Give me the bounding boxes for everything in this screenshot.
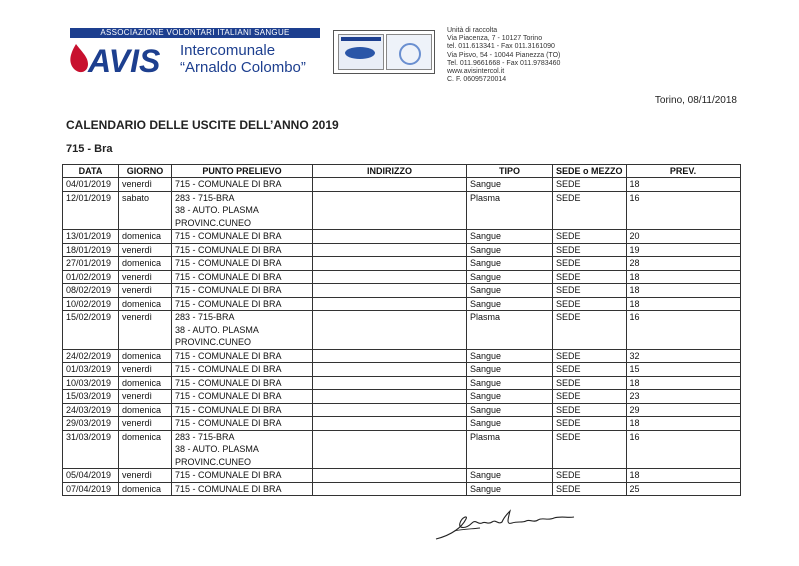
cell-prev: 18 [626, 284, 740, 298]
cell-giorno: venerdì [119, 417, 172, 431]
cell-prev: 16 [626, 430, 740, 469]
cell-punto-prelievo [172, 297, 313, 311]
cell-data: 15/02/2019 [63, 311, 119, 350]
cell-tipo: Sangue [467, 376, 553, 390]
punto-prelievo-line: PROVINC.CUNEO [175, 217, 252, 228]
cell-data: 04/01/2019 [63, 178, 119, 192]
cell-sede: SEDE [553, 482, 627, 496]
cell-prev: 28 [626, 257, 740, 271]
cell-punto-prelievo [172, 430, 313, 469]
table-row [63, 390, 741, 404]
cell-indirizzo [313, 230, 467, 244]
column-header: GIORNO [119, 165, 172, 178]
table-row [63, 270, 741, 284]
cell-giorno: domenica [119, 297, 172, 311]
cell-data: 18/01/2019 [63, 243, 119, 257]
cell-data: 08/02/2019 [63, 284, 119, 298]
punto-prelievo-line: 715 - COMUNALE DI BRA [175, 418, 282, 428]
blood-drop-icon [70, 44, 88, 72]
cell-giorno: domenica [119, 430, 172, 469]
cell-giorno: venerdì [119, 270, 172, 284]
cell-punto-prelievo [172, 178, 313, 192]
cell-indirizzo [313, 376, 467, 390]
cell-data: 24/02/2019 [63, 349, 119, 363]
punto-prelievo-line: 715 - COMUNALE DI BRA [175, 244, 282, 255]
unit-contact-info [447, 27, 560, 84]
signature [432, 505, 582, 545]
punto-prelievo-line: 715 - COMUNALE DI BRA [175, 483, 282, 494]
document-date: Torino, 08/11/2018 [654, 95, 737, 106]
cell-indirizzo [313, 284, 467, 298]
cell-giorno: venerdì [119, 363, 172, 377]
org-name-line1: Intercomunale [180, 42, 276, 59]
cell-indirizzo [313, 363, 467, 377]
cell-prev: 18 [626, 297, 740, 311]
cell-giorno: venerdì [119, 243, 172, 257]
cell-giorno: venerdì [119, 390, 172, 404]
calendar-table-body [63, 178, 741, 496]
cell-sede: SEDE [553, 230, 627, 244]
table-row [63, 469, 741, 483]
cell-giorno: domenica [119, 403, 172, 417]
table-row [63, 191, 741, 230]
cell-tipo: Plasma [467, 311, 553, 350]
table-row [63, 482, 741, 496]
cell-tipo: Plasma [467, 191, 553, 230]
cell-giorno: sabato [119, 191, 172, 230]
cell-giorno: venerdì [119, 311, 172, 350]
quality-certification-badge [386, 34, 432, 70]
punto-prelievo-line: 715 - COMUNALE DI BRA [175, 470, 282, 480]
cell-punto-prelievo [172, 363, 313, 377]
cell-sede: SEDE [553, 284, 627, 298]
cell-data: 15/03/2019 [63, 390, 119, 404]
cell-indirizzo [313, 403, 467, 417]
table-row [63, 311, 741, 350]
cell-tipo: Sangue [467, 390, 553, 404]
unit-info-line: Via Piacenza, 7 - 10127 Torino [447, 35, 543, 43]
cell-prev: 16 [626, 191, 740, 230]
unit-info-line: Tel. 011.9661668 - Fax 011.9783460 [447, 59, 561, 67]
cell-giorno: venerdì [119, 284, 172, 298]
punto-prelievo-line: 715 - COMUNALE DI BRA [175, 377, 282, 388]
column-header: INDIRIZZO [313, 165, 467, 178]
cell-sede: SEDE [553, 430, 627, 469]
calendar-table [62, 164, 741, 496]
cell-punto-prelievo [172, 257, 313, 271]
document-title: CALENDARIO DELLE USCITE DELL’ANNO 2019 [66, 118, 339, 132]
table-row [63, 417, 741, 431]
cell-sede: SEDE [553, 257, 627, 271]
cell-punto-prelievo [172, 349, 313, 363]
cell-data: 07/04/2019 [63, 482, 119, 496]
table-row [63, 257, 741, 271]
cell-tipo: Sangue [467, 482, 553, 496]
punto-prelievo-line: 715 - COMUNALE DI BRA [175, 231, 282, 241]
cell-sede: SEDE [553, 243, 627, 257]
punto-prelievo-line: PROVINC.CUNEO [175, 337, 252, 347]
cell-giorno: venerdì [119, 178, 172, 192]
cell-indirizzo [313, 482, 467, 496]
column-header: DATA [63, 165, 119, 178]
org-name-line2: “Arnaldo Colombo” [180, 59, 306, 76]
cell-data: 12/01/2019 [63, 191, 119, 230]
cell-prev: 32 [626, 349, 740, 363]
cell-indirizzo [313, 270, 467, 284]
column-header: SEDE o MEZZO [553, 165, 627, 178]
punto-prelievo-line: 715 - COMUNALE DI BRA [175, 285, 282, 295]
cell-sede: SEDE [553, 178, 627, 192]
cell-punto-prelievo [172, 417, 313, 431]
table-row [63, 349, 741, 363]
cell-tipo: Sangue [467, 257, 553, 271]
cell-indirizzo [313, 390, 467, 404]
cell-giorno: domenica [119, 482, 172, 496]
unit-info-line: tel. 011.613341 - Fax 011.3161090 [447, 43, 555, 51]
cell-prev: 20 [626, 230, 740, 244]
table-row [63, 403, 741, 417]
cell-data: 27/01/2019 [63, 257, 119, 271]
cell-tipo: Sangue [467, 417, 553, 431]
punto-prelievo-line: 283 - 715-BRA [175, 192, 235, 203]
cell-prev: 18 [626, 270, 740, 284]
punto-prelievo-line: 715 - COMUNALE DI BRA [175, 404, 282, 415]
punto-prelievo-line: 715 - COMUNALE DI BRA [175, 271, 282, 282]
table-row [63, 297, 741, 311]
cell-indirizzo [313, 178, 467, 192]
table-row [63, 284, 741, 298]
cell-sede: SEDE [553, 191, 627, 230]
cell-indirizzo [313, 349, 467, 363]
cell-tipo: Sangue [467, 349, 553, 363]
cell-giorno: domenica [119, 376, 172, 390]
cell-punto-prelievo [172, 284, 313, 298]
column-header: PREV. [626, 165, 740, 178]
cell-indirizzo [313, 297, 467, 311]
cell-data: 13/01/2019 [63, 230, 119, 244]
table-row [63, 243, 741, 257]
punto-prelievo-line: 38 - AUTO. PLASMA [175, 444, 259, 454]
cell-data: 10/03/2019 [63, 376, 119, 390]
cell-data: 10/02/2019 [63, 297, 119, 311]
cell-indirizzo [313, 469, 467, 483]
cell-punto-prelievo [172, 376, 313, 390]
cell-tipo: Plasma [467, 430, 553, 469]
table-row [63, 430, 741, 469]
cell-indirizzo [313, 243, 467, 257]
unit-info-line: C. F. 06095720014 [447, 76, 507, 84]
punto-prelievo-line: 715 - COMUNALE DI BRA [175, 350, 282, 361]
cell-giorno: venerdì [119, 469, 172, 483]
cell-tipo: Sangue [467, 363, 553, 377]
cell-tipo: Sangue [467, 178, 553, 192]
cell-sede: SEDE [553, 403, 627, 417]
unit-info-line: www.avisintercol.it [447, 68, 505, 76]
cell-prev: 15 [626, 363, 740, 377]
cell-punto-prelievo [172, 403, 313, 417]
cell-giorno: domenica [119, 230, 172, 244]
cell-tipo: Sangue [467, 469, 553, 483]
cell-data: 31/03/2019 [63, 430, 119, 469]
table-row [63, 376, 741, 390]
cell-sede: SEDE [553, 417, 627, 431]
organization-name [180, 42, 306, 76]
punto-prelievo-line: 38 - AUTO. PLASMA [175, 324, 259, 335]
cell-punto-prelievo [172, 482, 313, 496]
unit-info-line: Via Pisvo, 54 - 10044 Pianezza (TO) [447, 51, 561, 59]
cell-sede: SEDE [553, 311, 627, 350]
cell-indirizzo [313, 257, 467, 271]
punto-prelievo-line: 715 - COMUNALE DI BRA [175, 364, 282, 374]
cell-sede: SEDE [553, 469, 627, 483]
punto-prelievo-line: 715 - COMUNALE DI BRA [175, 179, 282, 189]
unit-info-line: Unità di raccolta [447, 27, 498, 34]
cell-tipo: Sangue [467, 243, 553, 257]
certification-badges [333, 30, 435, 74]
cell-sede: SEDE [553, 349, 627, 363]
cell-punto-prelievo [172, 270, 313, 284]
punto-prelievo-line: PROVINC.CUNEO [175, 456, 252, 467]
cell-punto-prelievo [172, 243, 313, 257]
cell-prev: 18 [626, 469, 740, 483]
cell-data: 24/03/2019 [63, 403, 119, 417]
cell-punto-prelievo [172, 311, 313, 350]
cell-sede: SEDE [553, 376, 627, 390]
association-banner: ASSOCIAZIONE VOLONTARI ITALIANI SANGUE [70, 28, 320, 38]
iso-certification-badge [338, 34, 384, 70]
cell-punto-prelievo [172, 390, 313, 404]
cell-tipo: Sangue [467, 403, 553, 417]
cell-prev: 18 [626, 417, 740, 431]
table-header-row [63, 165, 741, 178]
section-title: 715 - Bra [66, 143, 113, 155]
cell-prev: 16 [626, 311, 740, 350]
cell-sede: SEDE [553, 363, 627, 377]
cell-data: 29/03/2019 [63, 417, 119, 431]
table-row [63, 230, 741, 244]
punto-prelievo-line: 715 - COMUNALE DI BRA [175, 258, 282, 268]
cell-punto-prelievo [172, 469, 313, 483]
column-header: PUNTO PRELIEVO [172, 165, 313, 178]
table-row [63, 178, 741, 192]
cell-prev: 18 [626, 376, 740, 390]
cell-tipo: Sangue [467, 284, 553, 298]
cell-sede: SEDE [553, 297, 627, 311]
cell-prev: 25 [626, 482, 740, 496]
cell-data: 05/04/2019 [63, 469, 119, 483]
cell-sede: SEDE [553, 390, 627, 404]
cell-punto-prelievo [172, 191, 313, 230]
avis-logo [66, 42, 174, 76]
cell-sede: SEDE [553, 270, 627, 284]
cell-indirizzo [313, 191, 467, 230]
logo-text: AVIS [88, 43, 161, 76]
punto-prelievo-line: 283 - 715-BRA [175, 312, 235, 322]
punto-prelievo-line: 38 - AUTO. PLASMA [175, 205, 259, 215]
punto-prelievo-line: 715 - COMUNALE DI BRA [175, 391, 282, 401]
punto-prelievo-line: 715 - COMUNALE DI BRA [175, 298, 282, 309]
cell-data: 01/02/2019 [63, 270, 119, 284]
cell-tipo: Sangue [467, 297, 553, 311]
cell-prev: 23 [626, 390, 740, 404]
cell-indirizzo [313, 430, 467, 469]
cell-tipo: Sangue [467, 230, 553, 244]
cell-indirizzo [313, 417, 467, 431]
table-row [63, 363, 741, 377]
column-header: TIPO [467, 165, 553, 178]
cell-prev: 19 [626, 243, 740, 257]
cell-giorno: domenica [119, 257, 172, 271]
punto-prelievo-line: 283 - 715-BRA [175, 431, 235, 442]
cell-prev: 18 [626, 178, 740, 192]
cell-punto-prelievo [172, 230, 313, 244]
cell-data: 01/03/2019 [63, 363, 119, 377]
cell-indirizzo [313, 311, 467, 350]
cell-tipo: Sangue [467, 270, 553, 284]
cell-prev: 29 [626, 403, 740, 417]
cell-giorno: domenica [119, 349, 172, 363]
